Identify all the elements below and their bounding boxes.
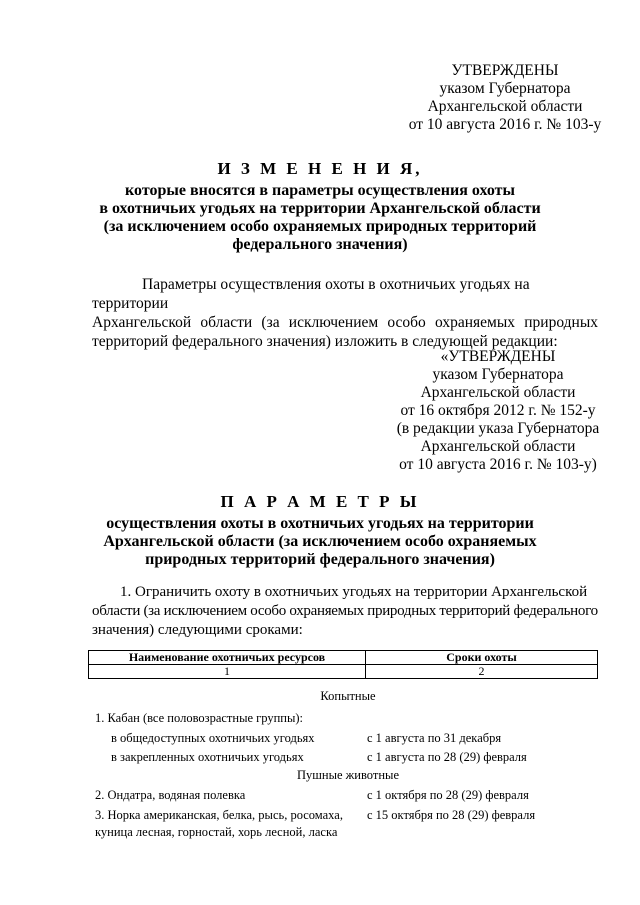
approval-inner-line: от 10 августа 2016 г. № 103-у) [399, 456, 597, 473]
changes-title-line: федерального значения) [232, 236, 408, 253]
column-header-resources: Наименование охотничьих ресурсов [89, 651, 366, 665]
terms-table-header [88, 650, 598, 679]
parameters-heading: П А Р А М Е Т Р Ы [220, 492, 420, 511]
resource-row-boar: 1. Кабан (все половозрастные группы): [95, 711, 304, 725]
parameters-title-line: Архангельской области (за исключением особо охраняемых [103, 533, 537, 550]
section-heading-hoofed: Копытные [320, 689, 376, 703]
approval-block-inner [378, 348, 618, 474]
resource-row-muskrat: 2. Ондатра, водяная полевка [95, 788, 246, 802]
parameters-title-line: природных территорий федерального значения) [145, 551, 495, 568]
term-boar-public: с 1 августа по 31 декабря [367, 731, 502, 745]
resource-row-boar-public: в общедоступных охотничьих угодьях [111, 731, 315, 745]
intro-line: Архангельской области (за исключением особо охраняемых природных [92, 314, 598, 331]
approval-top-line: указом Губернатора [439, 80, 571, 97]
changes-heading: И З М Е Н Е Н И Я, [217, 159, 423, 178]
term-muskrat: с 1 октября по 28 (29) февраля [367, 788, 529, 802]
approval-top-line: от 10 августа 2016 г. № 103-у [408, 116, 602, 133]
parameters-title-line: осуществления охоты в охотничьих угодьях на территории [106, 515, 534, 532]
resource-row-boar-assigned: в закрепленных охотничьих угодьях [111, 750, 304, 764]
parameters-title [60, 493, 580, 569]
column-header-terms: Сроки охоты [366, 651, 598, 665]
term-boar-assigned: с 1 августа по 28 (29) февраля [367, 750, 527, 764]
intro-line: Параметры осуществления охоты в охотничьих угодьях на территории [92, 276, 530, 312]
term-mink: с 15 октября по 28 (29) февраля [367, 808, 536, 822]
approval-inner-line: от 16 октября 2012 г. № 152-у [400, 402, 596, 419]
column-number: 1 [89, 665, 366, 679]
changes-title-line: которые вносятся в параметры осуществления охоты [125, 182, 515, 199]
changes-title-line: (за исключением особо охраняемых природных территорий [103, 218, 537, 235]
clause-line: значения) следующими сроками: [92, 622, 303, 638]
intro-paragraph [92, 275, 598, 351]
resource-row-mink-cont: куница лесная, горностай, хорь лесной, ласка [95, 825, 338, 839]
approval-inner-line: Архангельской области [420, 438, 576, 455]
approval-top-line: Архангельской области [427, 98, 583, 115]
approval-top-line: УТВЕРЖДЕНЫ [451, 62, 559, 79]
changes-title-line: в охотничьих угодьях на территории Архангельской области [99, 200, 541, 217]
approval-inner-line: указом Губернатора [432, 366, 564, 383]
clause-line: 1. Ограничить охоту в охотничьих угодьях на территории Архангельской [120, 584, 588, 600]
section-heading-fur: Пушные животные [297, 768, 399, 782]
approval-inner-line: Архангельской области [420, 384, 576, 401]
changes-title [60, 160, 580, 254]
intro-line: территорий федерального значения) изложить в следующей редакции: [92, 333, 558, 350]
resource-row-mink: 3. Норка американская, белка, рысь, росомаха, [95, 808, 343, 822]
clause-line: области (за исключением особо охраняемых природных территорий федерального [92, 603, 598, 619]
approval-inner-line: «УТВЕРЖДЕНЫ [440, 348, 556, 365]
approval-inner-line: (в редакции указа Губернатора [396, 420, 600, 437]
clause-1 [92, 583, 598, 640]
approval-block-top [400, 62, 610, 134]
column-number: 2 [366, 665, 598, 679]
